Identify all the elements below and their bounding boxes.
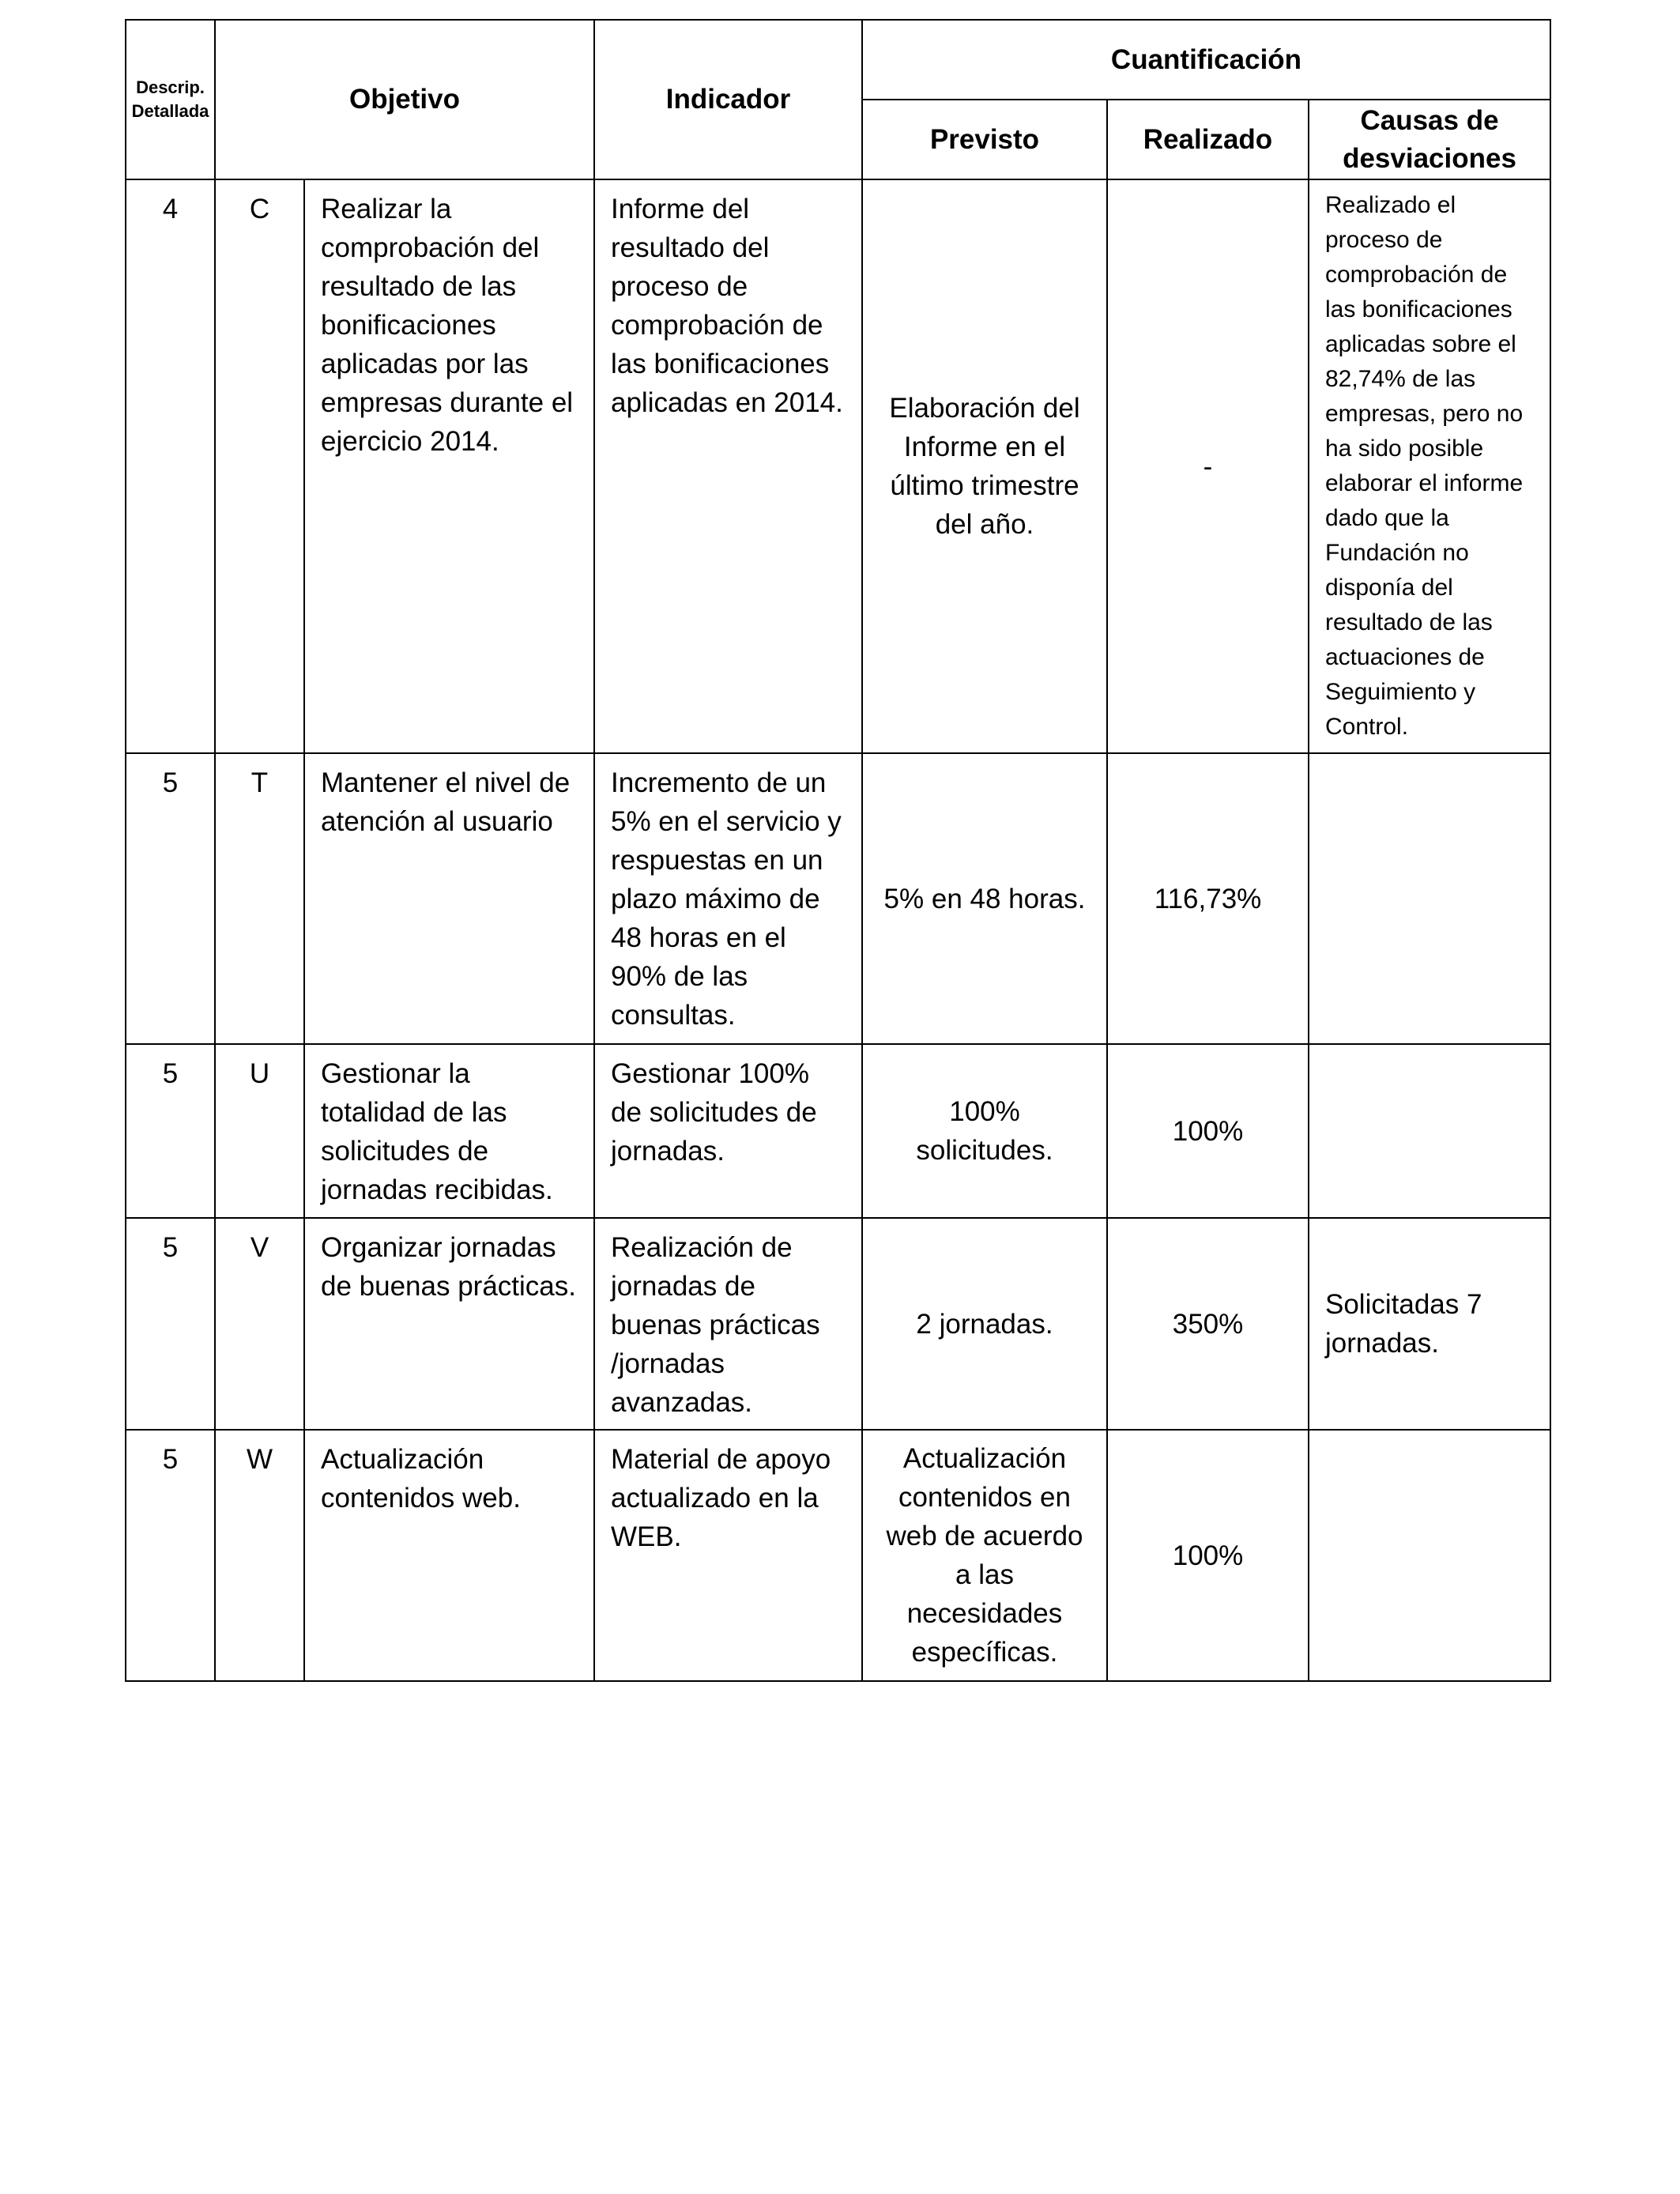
row-letter: V <box>215 1218 304 1430</box>
indicador-cell: Informe del resultado del proceso de comprobación de las bonificaciones aplicadas en 2014. <box>594 179 862 753</box>
header-descrip: Descrip. Detallada <box>126 20 215 179</box>
realizado-cell: - <box>1107 179 1309 753</box>
header-realizado: Realizado <box>1107 100 1309 179</box>
objectives-table <box>125 19 1551 1682</box>
header-indicador: Indicador <box>594 20 862 179</box>
header-causas: Causas de desviaciones <box>1309 100 1550 179</box>
row-letter: U <box>215 1044 304 1218</box>
header-objetivo: Objetivo <box>215 20 594 179</box>
indicador-cell: Gestionar 100% de solicitudes de jornadas. <box>594 1044 862 1218</box>
realizado-cell: 350% <box>1107 1218 1309 1430</box>
previsto-cell: 5% en 48 horas. <box>862 753 1107 1044</box>
objetivo-cell: Gestionar la totalidad de las solicitudes de jornadas recibidas. <box>304 1044 594 1218</box>
row-number: 4 <box>126 179 215 753</box>
causas-cell <box>1309 1430 1550 1681</box>
row-letter: T <box>215 753 304 1044</box>
realizado-cell: 116,73% <box>1107 753 1309 1044</box>
previsto-cell: 2 jornadas. <box>862 1218 1107 1430</box>
header-cuantificacion: Cuantificación <box>862 20 1550 100</box>
causas-cell: Solicitadas 7 jornadas. <box>1309 1218 1550 1430</box>
objetivo-cell: Actualización contenidos web. <box>304 1430 594 1681</box>
previsto-cell: Elaboración del Informe en el último trimestre del año. <box>862 179 1107 753</box>
objetivo-cell: Mantener el nivel de atención al usuario <box>304 753 594 1044</box>
objetivo-cell: Realizar la comprobación del resultado de las bonificaciones aplicadas por las empresas durante el ejercicio 2014. <box>304 179 594 753</box>
row-number: 5 <box>126 753 215 1044</box>
row-number: 5 <box>126 1044 215 1218</box>
row-number: 5 <box>126 1430 215 1681</box>
indicador-cell: Realización de jornadas de buenas prácticas /jornadas avanzadas. <box>594 1218 862 1430</box>
table-row <box>126 1044 1550 1218</box>
previsto-cell: 100% solicitudes. <box>862 1044 1107 1218</box>
row-letter: C <box>215 179 304 753</box>
table-row <box>126 1218 1550 1430</box>
indicador-cell: Incremento de un 5% en el servicio y respuestas en un plazo máximo de 48 horas en el 90% de las consultas. <box>594 753 862 1044</box>
row-letter: W <box>215 1430 304 1681</box>
causas-cell <box>1309 753 1550 1044</box>
header-previsto: Previsto <box>862 100 1107 179</box>
row-number: 5 <box>126 1218 215 1430</box>
causas-cell: Realizado el proceso de comprobación de las bonificaciones aplicadas sobre el 82,74% de las empresas, pero no ha sido posible elaborar el informe dado que la Fundación no disponía del resultado de las actuaciones de Seguimiento y Control. <box>1309 179 1550 753</box>
realizado-cell: 100% <box>1107 1430 1309 1681</box>
table-row <box>126 753 1550 1044</box>
realizado-cell: 100% <box>1107 1044 1309 1218</box>
table-row <box>126 1430 1550 1681</box>
indicador-cell: Material de apoyo actualizado en la WEB. <box>594 1430 862 1681</box>
causas-cell <box>1309 1044 1550 1218</box>
table-row <box>126 179 1550 753</box>
previsto-cell: Actualización contenidos en web de acuerdo a las necesidades específicas. <box>862 1430 1107 1681</box>
objetivo-cell: Organizar jornadas de buenas prácticas. <box>304 1218 594 1430</box>
